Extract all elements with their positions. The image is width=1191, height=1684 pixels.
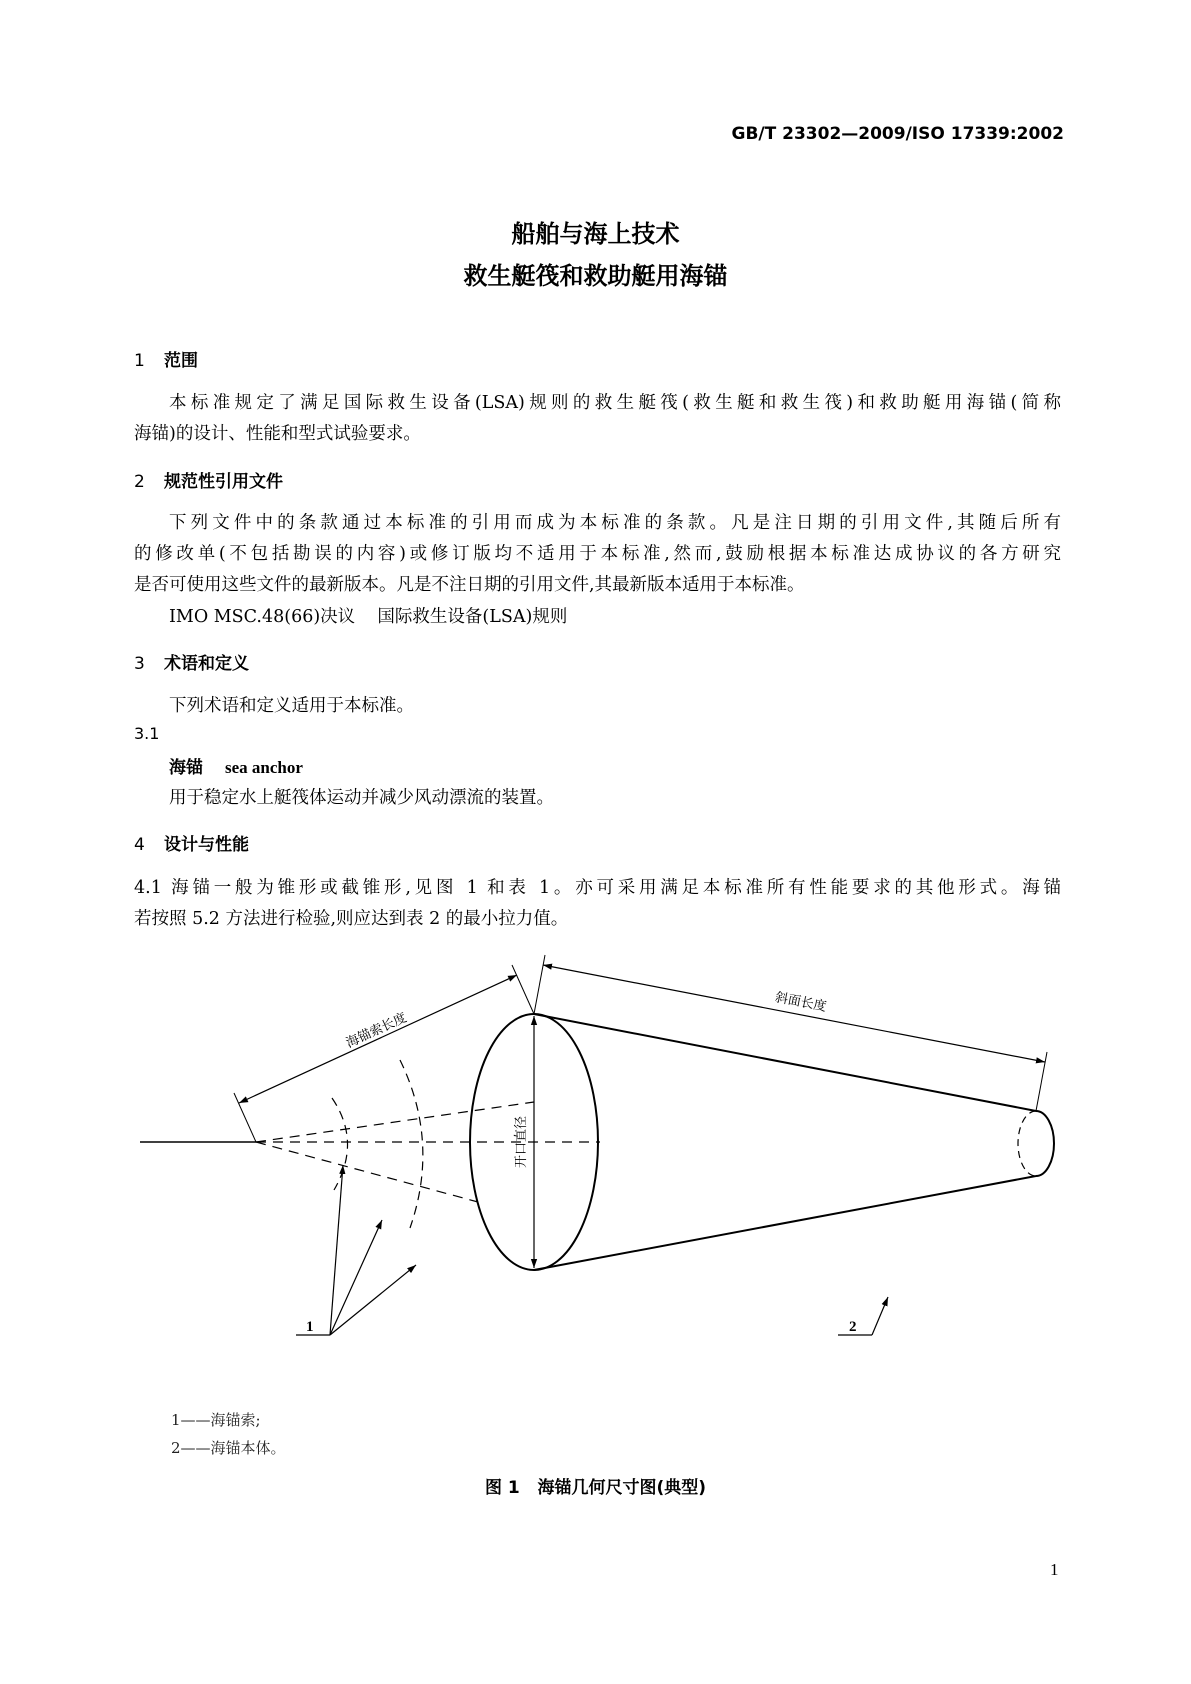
- paragraph-line: 4.1 海锚一般为锥形或截锥形,见图 1 和表 1。亦可采用满足本标准所有性能要求的其他形式。海锚: [134, 878, 1061, 898]
- tail-end-back: [1018, 1111, 1036, 1176]
- section-number: 4: [134, 835, 145, 855]
- term-definition: 用于稳定水上艇筏体运动并减少风动漂流的装置。: [169, 788, 554, 808]
- callout-1-leader-a: [330, 1165, 343, 1335]
- section-1-heading: [134, 346, 198, 371]
- callout-2-leader: [872, 1297, 888, 1335]
- extension-line-bridle-end: [512, 965, 534, 1014]
- figure-legend-item-2: 2——海锚本体。: [171, 1439, 286, 1457]
- callout-1-label: 1: [306, 1319, 314, 1335]
- section-2-paragraph: [134, 508, 1061, 601]
- section-title: 规范性引用文件: [164, 472, 283, 492]
- normative-reference: IMO MSC.48(66)决议 国际救生设备(LSA)规则: [169, 607, 568, 627]
- term-english: sea anchor: [225, 758, 303, 777]
- figure-caption: 图 1 海锚几何尺寸图(典型): [484, 1478, 707, 1498]
- section-4-paragraph: [134, 873, 1061, 935]
- callout-1-leader-b: [330, 1220, 382, 1335]
- document-title-line1: 船舶与海上技术: [511, 220, 680, 248]
- section-3-heading: [134, 649, 249, 674]
- extension-line-bridle-start: [234, 1093, 256, 1142]
- section-title: 设计与性能: [164, 835, 249, 855]
- standard-code-header: GB/T 23302—2009/ISO 17339:2002: [731, 124, 1064, 144]
- dimension-bridle-length: [239, 975, 517, 1103]
- figure-legend-item-1: 1——海锚索;: [171, 1411, 261, 1429]
- paragraph-line: 若按照 5.2 方法进行检验,则应达到表 2 的最小拉力值。: [134, 909, 569, 929]
- dimension-slant-length: [543, 965, 1045, 1062]
- section-4-heading: [134, 830, 249, 855]
- section-number: 1: [134, 351, 145, 371]
- tail-end-front: [1036, 1111, 1054, 1176]
- term-chinese: 海锚: [169, 758, 203, 778]
- label-rope-length: 海锚索长度: [343, 1010, 410, 1052]
- dashed-arc-1: [332, 1098, 348, 1190]
- paragraph-line: 下列文件中的条款通过本标准的引用而成为本标准的条款。凡是注日期的引用文件,其随后所有: [169, 513, 1061, 533]
- term-number: 3.1: [134, 724, 160, 743]
- section-title: 范围: [164, 351, 198, 371]
- cone-lower-edge: [534, 1176, 1036, 1270]
- paragraph-line: 海锚)的设计、性能和型式试验要求。: [134, 424, 421, 444]
- label-mouth-diameter: 开口直径: [514, 1115, 529, 1169]
- terms-intro: 下列术语和定义适用于本标准。: [169, 696, 414, 716]
- label-slant-length: 斜面长度: [773, 990, 828, 1015]
- callout-2-label: 2: [849, 1319, 857, 1335]
- paragraph-line: 是否可使用这些文件的最新版本。凡是不注日期的引用文件,其最新版本适用于本标准。: [134, 575, 805, 595]
- section-number: 3: [134, 654, 145, 674]
- callout-1-leader-c: [330, 1265, 416, 1335]
- bridle-line-upper: [256, 1102, 534, 1142]
- section-number: 2: [134, 472, 145, 492]
- document-title-line2: 救生艇筏和救助艇用海锚: [463, 262, 728, 290]
- section-1-paragraph: [134, 388, 1061, 450]
- paragraph-line: 本标准规定了满足国际救生设备(LSA)规则的救生艇筏(救生艇和救生筏)和救助艇用海锚(简称: [169, 393, 1061, 413]
- section-2-heading: [134, 467, 283, 492]
- section-title: 术语和定义: [164, 654, 249, 674]
- dashed-arc-2: [400, 1060, 423, 1228]
- cone-upper-edge: [534, 1014, 1036, 1111]
- bridle-line-lower: [256, 1142, 478, 1202]
- extension-line-slant-end: [1036, 1052, 1047, 1111]
- paragraph-line: 的修改单(不包括勘误的内容)或修订版均不适用于本标准,然而,鼓励根据本标准达成协议的各方研究: [134, 544, 1061, 564]
- term-entry: [169, 753, 303, 778]
- mouth-ellipse: [470, 1014, 598, 1270]
- page-number: 1: [1050, 1560, 1059, 1579]
- extension-line-slant-start: [534, 955, 545, 1014]
